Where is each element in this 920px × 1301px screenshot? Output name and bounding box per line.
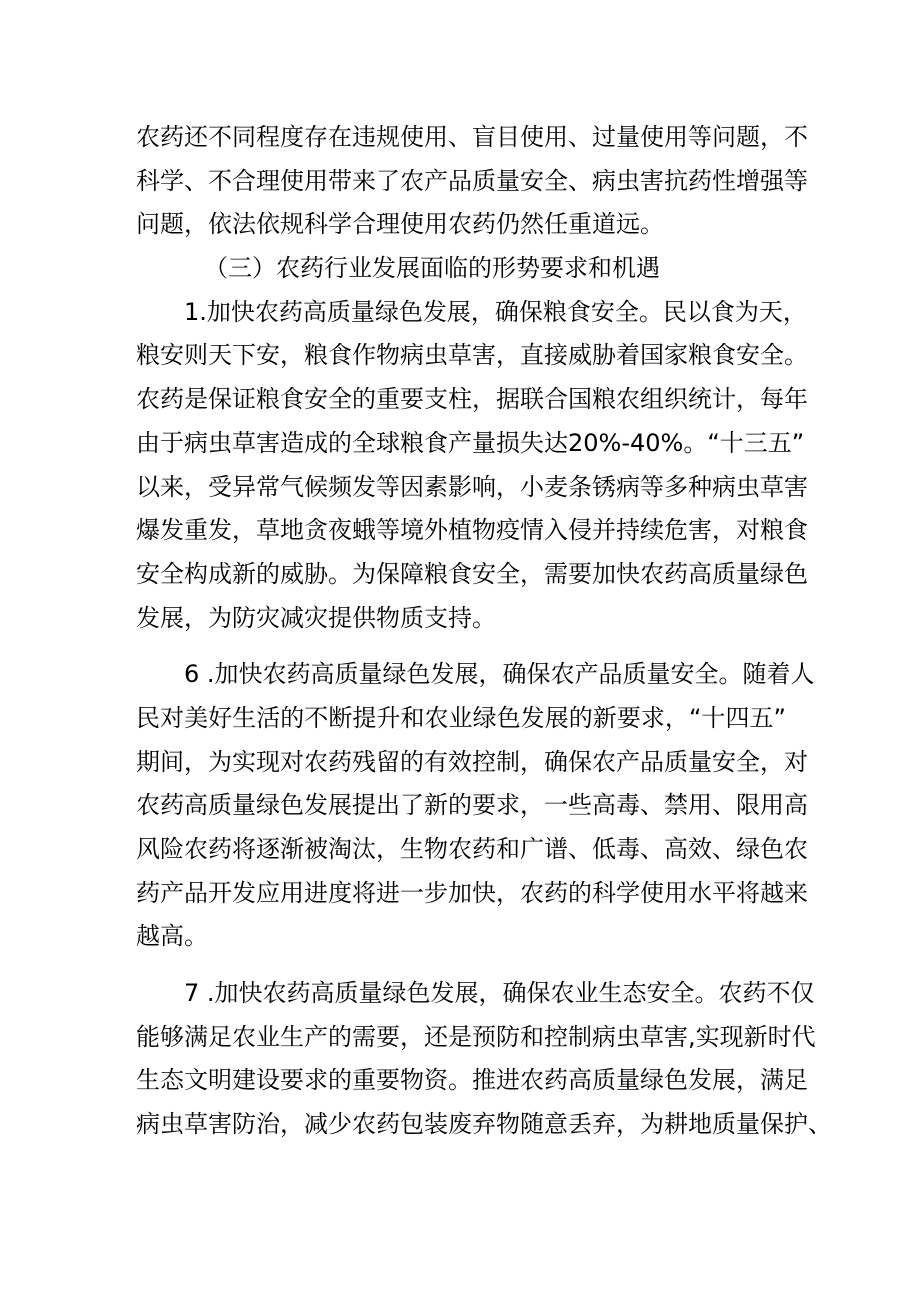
text-line: 以来，受异常气候频发等因素影响，小麦条锈病等多种病虫草害 [136,472,808,501]
text-line: 农药还不同程度存在违规使用、盲目使用、过量使用等问题，不 [136,123,808,151]
text-line: 7 .加快农药高质量绿色发展，确保农业生态安全。农药不仅 [184,979,815,1008]
paragraph-ecological-safety [136,972,832,1147]
text-line: 科学、不合理使用带来了农产品质量安全、病虫害抗药性增强等 [136,166,808,195]
paragraph-food-security [136,291,808,641]
paragraph-continuation [136,116,808,247]
heading-text: （三）农药行业发展面临的形势要求和机遇 [204,254,660,283]
section-heading [136,247,786,291]
text-line: 期间，为实现对农药残留的有效控制，确保农产品质量安全，对 [136,747,808,776]
text-line: 病虫草害防治，减少农药包装废弃物随意丢弃，为耕地质量保护、 [136,1110,832,1139]
paragraph-product-safety [136,653,815,959]
text-line: 由于病虫草害造成的全球粮食产量损失达20%-40%。“十三五” [136,428,805,457]
text-line: 爆发重发，草地贪夜蛾等境外植物疫情入侵并持续危害，对粮食 [136,516,808,545]
text-line: 药产品开发应用进度将进一步加快，农药的科学使用水平将越来 [136,878,808,907]
text-line: 1.加快农药高质量绿色发展，确保粮食安全。民以食为天， [184,297,807,326]
text-line: 风险农药将逐渐被淘汰，生物农药和广谱、低毒、高效、绿色农 [136,835,808,863]
text-line: 6 .加快农药高质量绿色发展，确保农产品质量安全。随着人 [184,660,815,689]
text-line: 粮安则天下安，粮食作物病虫草害，直接威胁着国家粮食安全。 [136,341,808,370]
text-line: 生态文明建设要求的重要物资。推进农药高质量绿色发展，满足 [136,1066,808,1095]
text-line: 发展，为防灾减灾提供物质支持。 [136,603,496,632]
text-line: 越高。 [136,922,208,951]
text-line: 能够满足农业生产的需要，还是预防和控制病虫草害,实现新时代 [136,1022,816,1051]
text-line: 农药高质量绿色发展提出了新的要求，一些高毒、禁用、限用高 [136,791,808,820]
paragraph-spacer [136,640,786,653]
text-line: 民对美好生活的不断提升和农业绿色发展的新要求，“十四五” [136,703,786,732]
text-line: 问题，依法依规科学合理使用农药仍然任重道远。 [136,210,664,239]
text-line: 安全构成新的威胁。为保障粮食安全，需要加快农药高质量绿色 [136,559,808,588]
paragraph-spacer [136,959,786,972]
text-line: 农药是保证粮食安全的重要支柱，据联合国粮农组织统计，每年 [136,385,808,414]
